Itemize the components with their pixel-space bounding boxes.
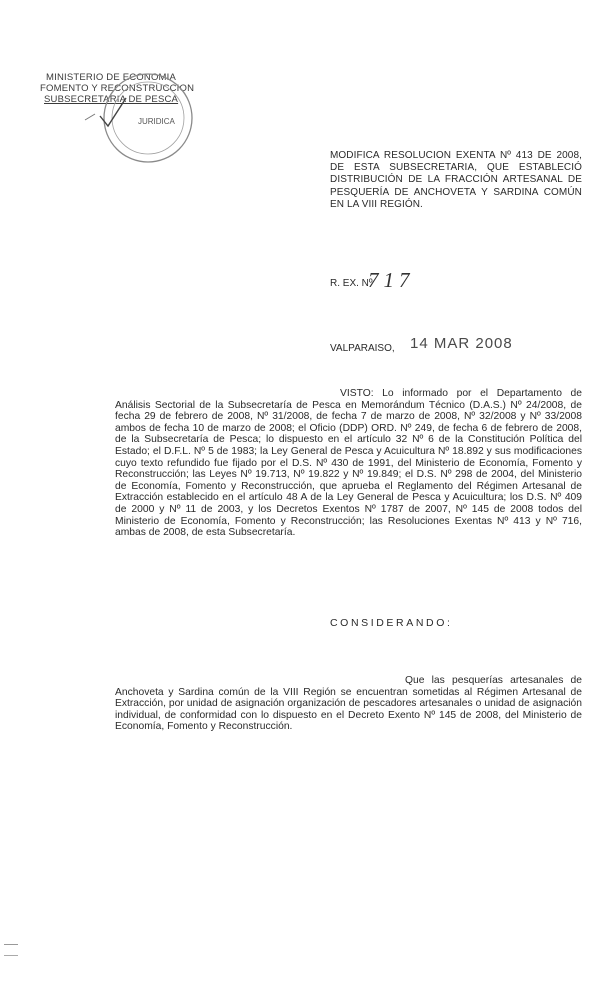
- letterhead-ministry: MINISTERIO DE ECONOMIA: [46, 72, 177, 83]
- date-stamp: 14 MAR 2008: [410, 335, 513, 352]
- visto-paragraph: VISTO: Lo informado por el Departamento de Análisis Sectorial de la Subsecretaría de Pesca en Memorándum Técnico (D.A.S.) Nº 24/2008, de fecha 29 de febrero de 2008, Nº 31/2008, de fecha 7 de marzo de 2008, Nº 32/2008 y Nº 33/2008 ambos de fecha 10 de marzo de 2008; el Oficio (DDP) ORD. Nº 249, de fecha 6 de febrero de 2008, de la Subsecretaría de Pesca; lo dispuesto en el artículo 32 Nº 6 de la Constitución Política del Estado; el D.F.L. Nº 5 de 1983; la Ley General de Pesca y Acuicultura Nº 18.892 y sus modificaciones cuyo texto refundido fue fijado por el D.S. Nº 430 de 1991, del Ministerio de Economía, Fomento y Reconstrucción; las Leyes Nº 19.713, Nº 19.822 y Nº 19.849; el D.S. Nº 298 de 2004, del Ministerio de Economía, Fomento y Reconstrucción, que aprueba el Reglamento del Régimen Artesanal de Extracción establecido en el artículo 48 A de la Ley General de Pesca y Acuicultura; los D.S. Nº 409 de 2000 y Nº 11 de 2003, y los Decretos Exentos Nº 1787 de 2007, Nº 145 de 2008 todos del Ministerio de Economía, Fomento y Reconstrucción; las Resoluciones Exentas Nº 413 y Nº 716, ambas de 2008, de esta Subsecretaría.: [115, 388, 582, 539]
- resolution-number: 717: [368, 268, 415, 292]
- official-stamp: [80, 68, 220, 173]
- letterhead-subsecretaria: SUBSECRETARIA DE PESCA: [44, 94, 179, 105]
- place: VALPARAISO,: [330, 343, 395, 354]
- letterhead-ministry-2: FOMENTO Y RECONSTRUCCION: [40, 83, 195, 94]
- document-title: MODIFICA RESOLUCION EXENTA Nº 413 DE 2008, DE ESTA SUBSECRETARIA, QUE ESTABLECIÓ DISTRIBUCIÓN DE LA FRACCIÓN ARTESANAL DE PESQUERÍA DE ANCHOVETA Y SARDINA COMÚN EN LA VIII REGIÓN.: [330, 150, 582, 210]
- considerando-paragraph-1: Que las pesquerías artesanales de Anchoveta y Sardina común de la VIII Región se encuentran sometidas al Régimen Artesanal de Extracción, por unidad de asignación organización de pescadores artesanales o unidad de asignación individual, de conformidad con lo dispuesto en el Decreto Exento Nº 145 de 2008, del Ministerio de Economía, Fomento y Reconstrucción.: [115, 675, 582, 733]
- stamp-text: JURIDICA: [138, 117, 175, 126]
- considerando-heading: CONSIDERANDO:: [330, 617, 453, 629]
- pen-stroke: [85, 114, 95, 120]
- scan-margin-mark: [4, 944, 18, 956]
- resolution-label: R. EX. Nº: [330, 278, 373, 289]
